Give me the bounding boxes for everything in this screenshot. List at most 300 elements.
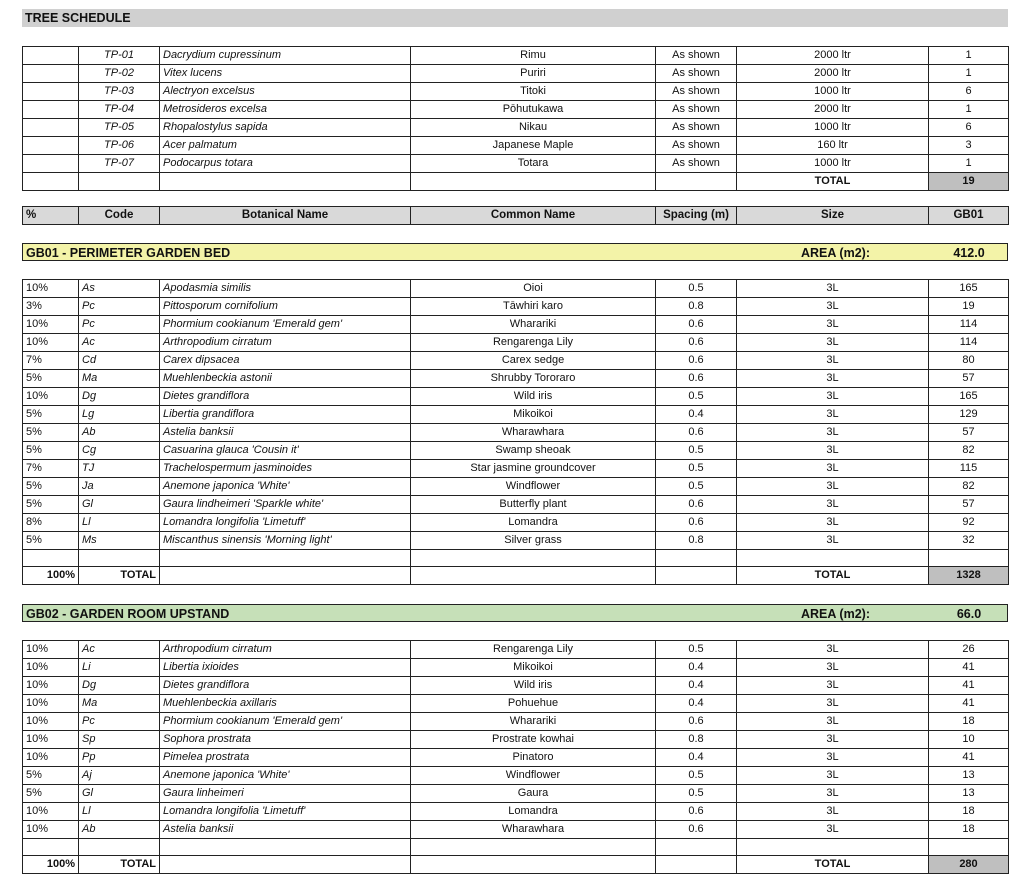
size-cell: 3L xyxy=(737,316,929,334)
empty-cell xyxy=(411,567,656,585)
code-cell: TP-02 xyxy=(79,65,160,83)
botanical-cell: Gaura linheimeri xyxy=(160,785,411,803)
pct-cell: 10% xyxy=(23,731,79,749)
common-cell: Wild iris xyxy=(411,388,656,406)
total-value: 280 xyxy=(929,856,1009,874)
column-header-table xyxy=(22,206,1009,225)
botanical-cell: Libertia ixioides xyxy=(160,659,411,677)
code-cell: Gl xyxy=(79,785,160,803)
qty-cell: 82 xyxy=(929,478,1009,496)
empty-cell xyxy=(160,173,411,191)
qty-cell: 129 xyxy=(929,406,1009,424)
code-cell: Ja xyxy=(79,478,160,496)
qty-cell: 18 xyxy=(929,713,1009,731)
spacing-cell: 0.4 xyxy=(656,677,737,695)
common-cell: Swamp sheoak xyxy=(411,442,656,460)
empty-cell xyxy=(23,173,79,191)
tree-row xyxy=(23,137,1009,155)
pct-cell: 5% xyxy=(23,496,79,514)
gb02-row xyxy=(23,785,1009,803)
botanical-cell: Alectryon excelsus xyxy=(160,83,411,101)
pct-cell: 10% xyxy=(23,821,79,839)
qty-cell: 57 xyxy=(929,496,1009,514)
pct-cell: 8% xyxy=(23,514,79,532)
common-cell: Wharariki xyxy=(411,316,656,334)
botanical-cell: Pimelea prostrata xyxy=(160,749,411,767)
pct-cell: 10% xyxy=(23,280,79,298)
common-cell: Nikau xyxy=(411,119,656,137)
spacing-cell: 0.6 xyxy=(656,316,737,334)
spacing-cell: 0.5 xyxy=(656,478,737,496)
common-cell: Carex sedge xyxy=(411,352,656,370)
code-cell: Gl xyxy=(79,496,160,514)
spacing-cell: As shown xyxy=(656,47,737,65)
gb01-blank-row xyxy=(23,550,1009,567)
total-label: TOTAL xyxy=(737,567,929,585)
size-cell: 1000 ltr xyxy=(737,119,929,137)
spacing-cell: 0.5 xyxy=(656,460,737,478)
size-cell: 3L xyxy=(737,496,929,514)
botanical-cell: Dacrydium cupressinum xyxy=(160,47,411,65)
spacing-cell: 0.6 xyxy=(656,713,737,731)
total-label: TOTAL xyxy=(737,856,929,874)
code-cell: Ab xyxy=(79,821,160,839)
spacing-cell: 0.5 xyxy=(656,280,737,298)
pct-cell xyxy=(23,65,79,83)
pct-cell: 7% xyxy=(23,352,79,370)
qty-cell: 92 xyxy=(929,514,1009,532)
gb01-row xyxy=(23,514,1009,532)
spacing-cell: 0.6 xyxy=(656,803,737,821)
gb01-row xyxy=(23,496,1009,514)
spacing-cell: 0.6 xyxy=(656,821,737,839)
common-cell: Windflower xyxy=(411,478,656,496)
tree-schedule-title: TREE SCHEDULE xyxy=(22,9,1008,27)
size-cell: 3L xyxy=(737,424,929,442)
size-cell: 3L xyxy=(737,478,929,496)
spacing-cell: 0.8 xyxy=(656,298,737,316)
botanical-cell: Sophora prostrata xyxy=(160,731,411,749)
size-cell: 2000 ltr xyxy=(737,101,929,119)
size-cell: 3L xyxy=(737,641,929,659)
spacing-cell: 0.4 xyxy=(656,406,737,424)
botanical-cell: Phormium cookianum 'Emerald gem' xyxy=(160,713,411,731)
size-cell: 3L xyxy=(737,767,929,785)
common-cell: Lomandra xyxy=(411,514,656,532)
gb02-row xyxy=(23,749,1009,767)
empty-cell xyxy=(160,839,411,856)
pct-cell: 10% xyxy=(23,677,79,695)
size-cell: 3L xyxy=(737,298,929,316)
common-cell: Butterfly plant xyxy=(411,496,656,514)
code-cell: Ac xyxy=(79,641,160,659)
pct-cell xyxy=(23,83,79,101)
code-cell: TP-01 xyxy=(79,47,160,65)
pct-cell: 5% xyxy=(23,370,79,388)
pct-cell xyxy=(23,47,79,65)
empty-cell xyxy=(79,173,160,191)
empty-cell xyxy=(656,550,737,567)
qty-cell: 6 xyxy=(929,83,1009,101)
botanical-cell: Trachelospermum jasminoides xyxy=(160,460,411,478)
pct-cell: 5% xyxy=(23,406,79,424)
spacing-cell: 0.6 xyxy=(656,334,737,352)
pct-cell: 5% xyxy=(23,478,79,496)
botanical-cell: Anemone japonica 'White' xyxy=(160,478,411,496)
pct-cell xyxy=(23,101,79,119)
size-cell: 3L xyxy=(737,749,929,767)
gb02-title: GB02 - GARDEN ROOM UPSTAND xyxy=(26,607,230,621)
botanical-cell: Astelia banksii xyxy=(160,821,411,839)
qty-cell: 1 xyxy=(929,65,1009,83)
gb01-row xyxy=(23,298,1009,316)
size-cell: 1000 ltr xyxy=(737,83,929,101)
header-qty: GB01 xyxy=(929,207,1009,225)
gb01-row xyxy=(23,388,1009,406)
size-cell: 3L xyxy=(737,785,929,803)
pct-cell: 10% xyxy=(23,641,79,659)
empty-cell xyxy=(929,550,1009,567)
tree-total-row xyxy=(23,173,1009,191)
spacing-cell: As shown xyxy=(656,155,737,173)
pct-cell: 10% xyxy=(23,316,79,334)
gb02-row xyxy=(23,713,1009,731)
pct-cell: 10% xyxy=(23,713,79,731)
empty-cell xyxy=(656,839,737,856)
gb01-row xyxy=(23,280,1009,298)
code-cell: Ll xyxy=(79,514,160,532)
size-cell: 3L xyxy=(737,659,929,677)
qty-cell: 18 xyxy=(929,821,1009,839)
code-cell: Dg xyxy=(79,388,160,406)
empty-cell xyxy=(79,839,160,856)
qty-cell: 32 xyxy=(929,532,1009,550)
gb01-title: GB01 - PERIMETER GARDEN BED xyxy=(26,246,231,260)
code-cell: Ma xyxy=(79,695,160,713)
common-cell: Wharariki xyxy=(411,713,656,731)
botanical-cell: Libertia grandiflora xyxy=(160,406,411,424)
qty-cell: 1 xyxy=(929,47,1009,65)
empty-cell xyxy=(411,550,656,567)
qty-cell: 1 xyxy=(929,101,1009,119)
size-cell: 3L xyxy=(737,460,929,478)
common-cell: Silver grass xyxy=(411,532,656,550)
code-cell: Ac xyxy=(79,334,160,352)
spacing-cell: 0.8 xyxy=(656,731,737,749)
qty-cell: 41 xyxy=(929,695,1009,713)
empty-cell xyxy=(656,856,737,874)
botanical-cell: Arthropodium cirratum xyxy=(160,641,411,659)
code-cell: Pc xyxy=(79,316,160,334)
column-header-row xyxy=(23,207,1009,225)
qty-cell: 10 xyxy=(929,731,1009,749)
common-cell: Rimu xyxy=(411,47,656,65)
botanical-cell: Pittosporum cornifolium xyxy=(160,298,411,316)
spacing-cell: 0.5 xyxy=(656,388,737,406)
spacing-cell: 0.6 xyxy=(656,514,737,532)
spacing-cell: 0.4 xyxy=(656,659,737,677)
common-cell: Wharawhara xyxy=(411,424,656,442)
common-cell: Tāwhiri karo xyxy=(411,298,656,316)
empty-cell xyxy=(656,567,737,585)
botanical-cell: Carex dipsacea xyxy=(160,352,411,370)
gb01-row xyxy=(23,478,1009,496)
spacing-cell: 0.5 xyxy=(656,641,737,659)
common-cell: Pōhutukawa xyxy=(411,101,656,119)
botanical-cell: Phormium cookianum 'Emerald gem' xyxy=(160,316,411,334)
gb01-row xyxy=(23,442,1009,460)
gb02-row xyxy=(23,803,1009,821)
qty-cell: 165 xyxy=(929,388,1009,406)
spacing-cell: 0.4 xyxy=(656,749,737,767)
size-cell: 3L xyxy=(737,821,929,839)
qty-cell: 1 xyxy=(929,155,1009,173)
code-cell: Pp xyxy=(79,749,160,767)
code-cell: Cg xyxy=(79,442,160,460)
gb02-total-row xyxy=(23,856,1009,874)
code-cell: TP-04 xyxy=(79,101,160,119)
code-cell: Pc xyxy=(79,298,160,316)
code-cell: Pc xyxy=(79,713,160,731)
code-cell: Aj xyxy=(79,767,160,785)
header-size: Size xyxy=(737,207,929,225)
qty-cell: 19 xyxy=(929,298,1009,316)
qty-cell: 114 xyxy=(929,316,1009,334)
gb01-table xyxy=(22,279,1009,585)
code-cell: Ll xyxy=(79,803,160,821)
pct-cell xyxy=(23,119,79,137)
code-cell: As xyxy=(79,280,160,298)
gb02-table xyxy=(22,640,1009,874)
botanical-cell: Podocarpus totara xyxy=(160,155,411,173)
code-cell: Ab xyxy=(79,424,160,442)
spacing-cell: 0.6 xyxy=(656,370,737,388)
size-cell: 3L xyxy=(737,677,929,695)
gb01-area-value: 412.0 xyxy=(953,246,985,260)
pct-cell: 5% xyxy=(23,424,79,442)
pct-cell: 10% xyxy=(23,659,79,677)
code-cell: Dg xyxy=(79,677,160,695)
spacing-cell: As shown xyxy=(656,119,737,137)
total-pct: 100% xyxy=(23,856,79,874)
gb02-area-label: AREA (m2): xyxy=(801,607,870,621)
spacing-cell: As shown xyxy=(656,101,737,119)
gb01-row xyxy=(23,352,1009,370)
botanical-cell: Acer palmatum xyxy=(160,137,411,155)
size-cell: 3L xyxy=(737,442,929,460)
qty-cell: 165 xyxy=(929,280,1009,298)
gb01-row xyxy=(23,316,1009,334)
total-left-label: TOTAL xyxy=(79,856,160,874)
header-common: Common Name xyxy=(411,207,656,225)
empty-cell xyxy=(411,173,656,191)
common-cell: Rengarenga Lily xyxy=(411,334,656,352)
gb02-row xyxy=(23,659,1009,677)
size-cell: 1000 ltr xyxy=(737,155,929,173)
common-cell: Titoki xyxy=(411,83,656,101)
size-cell: 3L xyxy=(737,713,929,731)
qty-cell: 18 xyxy=(929,803,1009,821)
size-cell: 3L xyxy=(737,388,929,406)
empty-cell xyxy=(656,173,737,191)
tree-row xyxy=(23,83,1009,101)
code-cell: TJ xyxy=(79,460,160,478)
empty-cell xyxy=(737,839,929,856)
header-code: Code xyxy=(79,207,160,225)
gb01-row xyxy=(23,370,1009,388)
spacing-cell: As shown xyxy=(656,83,737,101)
gb02-blank-row xyxy=(23,839,1009,856)
common-cell: Oioi xyxy=(411,280,656,298)
common-cell: Star jasmine groundcover xyxy=(411,460,656,478)
tree-row xyxy=(23,101,1009,119)
size-cell: 3L xyxy=(737,352,929,370)
code-cell: Ms xyxy=(79,532,160,550)
qty-cell: 115 xyxy=(929,460,1009,478)
code-cell: TP-06 xyxy=(79,137,160,155)
gb02-row xyxy=(23,821,1009,839)
tree-row xyxy=(23,65,1009,83)
total-label: TOTAL xyxy=(737,173,929,191)
pct-cell: 10% xyxy=(23,749,79,767)
qty-cell: 57 xyxy=(929,424,1009,442)
common-cell: Puriri xyxy=(411,65,656,83)
qty-cell: 41 xyxy=(929,749,1009,767)
spacing-cell: 0.5 xyxy=(656,442,737,460)
total-value: 1328 xyxy=(929,567,1009,585)
size-cell: 3L xyxy=(737,370,929,388)
gb01-banner xyxy=(22,243,1008,261)
spacing-cell: 0.8 xyxy=(656,532,737,550)
size-cell: 3L xyxy=(737,803,929,821)
pct-cell: 5% xyxy=(23,442,79,460)
botanical-cell: Astelia banksii xyxy=(160,424,411,442)
botanical-cell: Arthropodium cirratum xyxy=(160,334,411,352)
qty-cell: 82 xyxy=(929,442,1009,460)
qty-cell: 26 xyxy=(929,641,1009,659)
gb02-row xyxy=(23,677,1009,695)
code-cell: TP-03 xyxy=(79,83,160,101)
qty-cell: 13 xyxy=(929,785,1009,803)
botanical-cell: Muehlenbeckia axillaris xyxy=(160,695,411,713)
header-botanical: Botanical Name xyxy=(160,207,411,225)
empty-cell xyxy=(79,550,160,567)
qty-cell: 80 xyxy=(929,352,1009,370)
code-cell: TP-07 xyxy=(79,155,160,173)
qty-cell: 13 xyxy=(929,767,1009,785)
code-cell: Lg xyxy=(79,406,160,424)
gb02-banner xyxy=(22,604,1008,622)
common-cell: Totara xyxy=(411,155,656,173)
gb02-row xyxy=(23,731,1009,749)
common-cell: Rengarenga Lily xyxy=(411,641,656,659)
qty-cell: 6 xyxy=(929,119,1009,137)
size-cell: 3L xyxy=(737,532,929,550)
gb01-row xyxy=(23,334,1009,352)
qty-cell: 57 xyxy=(929,370,1009,388)
gb02-row xyxy=(23,695,1009,713)
code-cell: Li xyxy=(79,659,160,677)
qty-cell: 41 xyxy=(929,677,1009,695)
size-cell: 3L xyxy=(737,695,929,713)
gb02-row xyxy=(23,641,1009,659)
gb01-row xyxy=(23,460,1009,478)
tree-row xyxy=(23,47,1009,65)
tree-schedule-table xyxy=(22,46,1009,191)
common-cell: Lomandra xyxy=(411,803,656,821)
botanical-cell: Muehlenbeckia astonii xyxy=(160,370,411,388)
common-cell: Windflower xyxy=(411,767,656,785)
botanical-cell: Casuarina glauca 'Cousin it' xyxy=(160,442,411,460)
empty-cell xyxy=(411,856,656,874)
total-pct: 100% xyxy=(23,567,79,585)
gb01-row xyxy=(23,424,1009,442)
empty-cell xyxy=(411,839,656,856)
spacing-cell: 0.4 xyxy=(656,695,737,713)
common-cell: Mikoikoi xyxy=(411,406,656,424)
botanical-cell: Anemone japonica 'White' xyxy=(160,767,411,785)
size-cell: 160 ltr xyxy=(737,137,929,155)
botanical-cell: Lomandra longifolia 'Limetuff' xyxy=(160,803,411,821)
botanical-cell: Miscanthus sinensis 'Morning light' xyxy=(160,532,411,550)
qty-cell: 41 xyxy=(929,659,1009,677)
common-cell: Mikoikoi xyxy=(411,659,656,677)
botanical-cell: Rhopalostylus sapida xyxy=(160,119,411,137)
gb01-area-label: AREA (m2): xyxy=(801,246,870,260)
spacing-cell: 0.5 xyxy=(656,785,737,803)
empty-cell xyxy=(929,839,1009,856)
tree-row xyxy=(23,155,1009,173)
tree-row xyxy=(23,119,1009,137)
common-cell: Wharawhara xyxy=(411,821,656,839)
empty-cell xyxy=(23,550,79,567)
size-cell: 3L xyxy=(737,280,929,298)
common-cell: Pohuehue xyxy=(411,695,656,713)
empty-cell xyxy=(160,567,411,585)
pct-cell: 10% xyxy=(23,388,79,406)
pct-cell: 7% xyxy=(23,460,79,478)
size-cell: 2000 ltr xyxy=(737,47,929,65)
gb02-row xyxy=(23,767,1009,785)
spacing-cell: As shown xyxy=(656,65,737,83)
botanical-cell: Dietes grandiflora xyxy=(160,388,411,406)
gb01-row xyxy=(23,532,1009,550)
gb01-total-row xyxy=(23,567,1009,585)
botanical-cell: Vitex lucens xyxy=(160,65,411,83)
code-cell: Cd xyxy=(79,352,160,370)
pct-cell xyxy=(23,155,79,173)
pct-cell: 5% xyxy=(23,532,79,550)
code-cell: Sp xyxy=(79,731,160,749)
total-value: 19 xyxy=(929,173,1009,191)
qty-cell: 114 xyxy=(929,334,1009,352)
spacing-cell: As shown xyxy=(656,137,737,155)
botanical-cell: Gaura lindheimeri 'Sparkle white' xyxy=(160,496,411,514)
gb01-row xyxy=(23,406,1009,424)
common-cell: Wild iris xyxy=(411,677,656,695)
empty-cell xyxy=(23,839,79,856)
empty-cell xyxy=(737,550,929,567)
size-cell: 3L xyxy=(737,731,929,749)
qty-cell: 3 xyxy=(929,137,1009,155)
size-cell: 3L xyxy=(737,334,929,352)
empty-cell xyxy=(160,856,411,874)
pct-cell: 10% xyxy=(23,803,79,821)
pct-cell: 5% xyxy=(23,767,79,785)
total-left-label: TOTAL xyxy=(79,567,160,585)
pct-cell xyxy=(23,137,79,155)
botanical-cell: Metrosideros excelsa xyxy=(160,101,411,119)
